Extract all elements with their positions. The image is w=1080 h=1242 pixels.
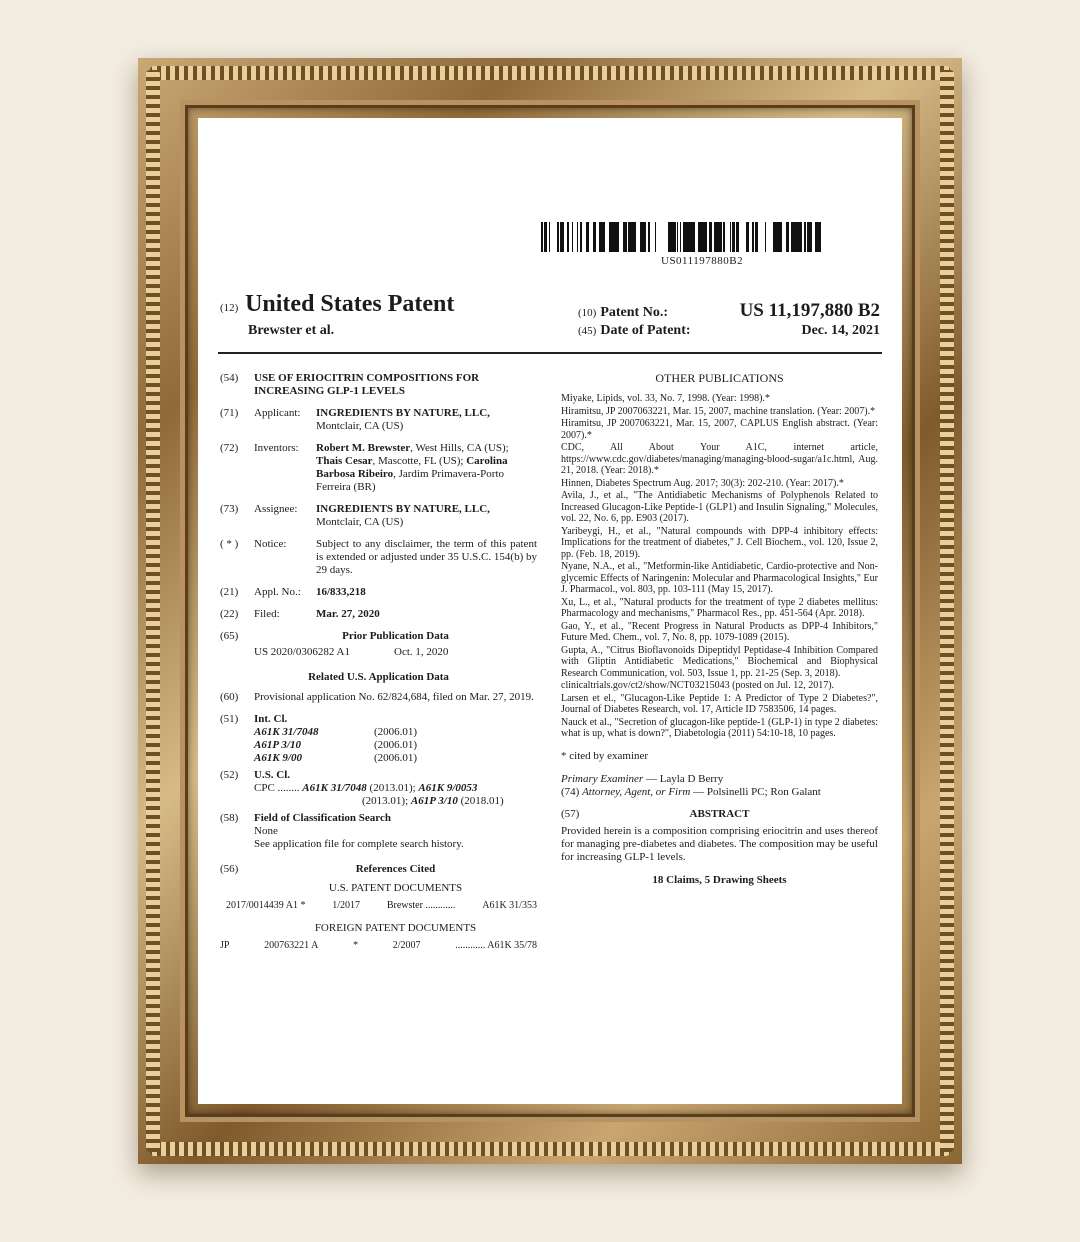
barcode-bar [799,222,802,252]
int-cl-block [254,713,537,765]
barcode-bar [687,222,688,252]
publication-entry: clinicaltrials.gov/ct2/show/NCT03215043 (posted on Jul. 12, 2017). [561,680,835,691]
barcode-bar [737,222,738,252]
barcode-bar [791,222,794,252]
applicant-location: Montclair, CA (US) [316,420,404,432]
barcode [541,222,821,252]
patent-type-heading [220,291,455,317]
barcode-bar [776,222,777,252]
publication-entry: Avila, J., et al., "The Antidiabetic Mechanisms of Polyphenols Related to Increased Glucagon-Like Peptide-1 (GLP1) and Insulin Signaling," Molecules, vol. 22, No. 6, pp. E903 (2017). [561,490,878,524]
barcode-bar [810,222,812,252]
foreign-patent-docs-heading: FOREIGN PATENT DOCUMENTS [314,922,477,934]
field-52-us-cl [220,769,537,808]
barcode-bar [557,222,559,252]
barcode-bar [700,222,703,252]
ref-class: ............ A61K 35/78 [455,940,537,951]
barcode-bar [640,222,643,252]
classification-search-note: See application file for complete search history. [254,838,464,850]
field-22-filed [220,608,537,621]
patent-number-block [578,300,880,342]
field-code: (72) [220,442,239,454]
field-54-title [220,372,537,398]
abstract-text: Provided herein is a composition comprising eriocitrin and uses thereof for managing pre-diabetes and diabetes. The composition may be useful for increasing GLP-1 levels. [561,824,878,863]
barcode-bar [719,222,722,252]
ref-date: 2/2007 [392,940,421,951]
cpc-code: A61K 31/7048 [302,782,367,794]
barcode-bar [623,222,626,252]
publication-entry: Larsen et el., "Glucagon-Like Peptide 1: A Predictor of Type 2 Diabetes?", Journal of Diabetes Research, vol. 17, Article ID 7583506, 14 pages. [561,692,878,715]
related-application-heading: Related U.S. Application Data [308,671,449,683]
field-label: Appl. No.: [254,586,301,598]
field-label: Applicant: [254,407,301,419]
patent-title: United States Patent [245,291,455,317]
cpc-year: (2013.01); [362,795,411,807]
barcode-bar [580,222,581,252]
barcode-bar [655,222,656,252]
patent-date: Dec. 14, 2021 [801,323,880,338]
field-21-appl-no [220,586,537,599]
barcode-bar [780,222,782,252]
field-label: Filed: [254,608,280,620]
patent-number-label: Patent No.: [600,305,668,320]
publication-entry: Hinnen, Diabetes Spectrum Aug. 2017; 30(3): 202-210. (Year: 2017).* [561,477,844,489]
barcode-bar [613,222,616,252]
field-code: (21) [220,586,239,598]
inventor-name: Thais Cesar [316,455,373,467]
applicant-name: INGREDIENTS BY NATURE, LLC, [316,407,490,419]
int-cl-year: (2006.01) [374,752,418,764]
barcode-bar [736,222,737,252]
field-code: (56) [220,863,239,875]
barcode-bar [765,222,766,252]
prior-publication-date: Oct. 1, 2020 [394,646,449,658]
cpc-year: (2018.01) [457,795,504,807]
assignee-value [316,503,537,529]
int-cl-year: (2006.01) [374,739,418,751]
barcode-bar [668,222,669,252]
frame-bead-right [940,70,954,1152]
barcode-bar [669,222,671,252]
int-cl-row [254,752,537,765]
field-code: (60) [220,691,239,703]
barcode-bar [756,222,758,252]
barcode-bar [807,222,810,252]
barcode-bar [723,222,725,252]
barcode-bar [683,222,685,252]
barcode-bar [631,222,633,252]
prior-publication-number: US 2020/0306282 A1 [254,646,350,658]
cpc-code: A61P 3/10 [410,795,458,807]
barcode-bar [560,222,563,252]
filing-date: Mar. 27, 2020 [316,608,380,620]
barcode-bar [648,222,650,252]
inventor-name: Carolina Barbosa Ribeiro [316,455,508,480]
field-label: Assignee: [254,503,298,515]
barcode-bar [616,222,619,252]
abstract-heading-row [561,808,878,821]
field-51-int-cl [220,713,537,765]
field-71-applicant [220,407,537,433]
barcode-bar [609,222,610,252]
field-code: (58) [220,812,239,824]
barcode-bar [630,222,631,252]
barcode-bar [698,222,700,252]
field-code: (71) [220,407,239,419]
inventor-location: , Jardim Primavera-Porto Ferreira (BR) [316,468,505,493]
field-60-provisional [220,691,537,704]
barcode-bar [688,222,690,252]
inventor-location: , West Hills, CA (US); [410,442,509,454]
int-cl-code: A61K 31/7048 [254,726,319,738]
inventors-short: Brewster et al. [248,323,335,338]
frame-bead-top [150,66,950,80]
barcode-bar [685,222,687,252]
attorney-label: Attorney, Agent, or Firm [582,785,691,798]
barcode-bar [817,222,820,252]
abstract-heading: ABSTRACT [689,807,750,820]
field-code: (51) [220,713,239,725]
primary-examiner [561,773,878,786]
field-notice [220,538,537,577]
barcode-bar [567,222,569,252]
picture-frame [138,58,962,1164]
barcode-bar [794,222,797,252]
barcode-bar [773,222,776,252]
header-rule [218,352,882,354]
barcode-bar [738,222,739,252]
examiner-name: — Layla D Berry [643,772,724,785]
barcode-bar [593,222,596,252]
field-code: (73) [220,503,239,515]
us-cl-heading: U.S. Cl. [254,769,291,781]
field-code-10: (10) [578,307,597,319]
barcode-bar [815,222,817,252]
ref-number: 2017/0014439 A1 * [226,900,306,911]
publications-column [561,372,878,887]
other-publications-heading: OTHER PUBLICATIONS [655,371,784,385]
barcode-bar [804,222,806,252]
publication-entry: Nyane, N.A., et al., "Metformin-like Antidiabetic, Cardio-protective and Non-glycemic Effects of Naringenin: Molecular and Pharmacological Insights," Eur J. Pharmacol., vol. 803, pp. 103-111 (May 15, 2017). [561,561,878,595]
barcode-bar [820,222,821,252]
barcode-bar [603,222,605,252]
publication-entry: Hiramitsu, JP 2007063221, Mar. 15, 2007, CAPLUS English abstract. (Year: 2007).* [561,418,878,441]
cpc-code: A61K 9/0053 [418,782,478,794]
field-code-45: (45) [578,325,597,337]
ref-date: 1/2017 [332,900,361,911]
attorney [561,786,878,799]
barcode-bar [645,222,646,252]
publication-entry: Gupta, A., "Citrus Bioflavonoids Dipeptidyl Peptidase-4 Inhibition Compared with Gliptin Antidiabetic Medications," Biochemical and Biophysical Research Communication, vol. 503, Issue 1, pp. 21-25 (Sep. 3, 2018). [561,644,878,679]
frame-bead-left [146,70,160,1152]
int-cl-heading: Int. Cl. [254,713,288,725]
barcode-bar [586,222,589,252]
examiner-label: Primary Examiner [561,772,644,785]
field-label: Notice: [254,538,287,550]
barcode-bar [730,222,731,252]
barcode-bar [610,222,613,252]
barcode-bar [752,222,754,252]
application-number: 16/833,218 [316,586,366,598]
field-code: ( * ) [220,538,239,550]
barcode-bar [797,222,798,252]
bibliographic-column [220,372,537,962]
ref-number: 200763221 A [264,940,319,951]
barcode-bar [787,222,789,252]
ref-name: Brewster ............ [386,900,456,911]
barcode-bar [635,222,636,252]
patent-number-row [578,300,880,321]
publication-entry: Hiramitsu, JP 2007063221, Mar. 15, 2007, machine translation. (Year: 2007).* [561,405,876,417]
cpc-year: (2013.01); [366,782,419,794]
assignee-location: Montclair, CA (US) [316,516,404,528]
barcode-bar [703,222,705,252]
barcode-bar [541,222,543,252]
barcode-bar [732,222,735,252]
publication-entry: Nauck et al., "Secretion of glucagon-like peptide-1 (GLP-1) in type 2 diabetes: what is up, what is down?", Diabetologia (2011) 54:10-18, 10 pages. [561,716,878,739]
barcode-bar [755,222,756,252]
classification-search-heading: Field of Classification Search [254,812,391,824]
barcode-bar [544,222,546,252]
ref-class: A61K 31/353 [482,900,537,911]
abstract-code: (57) [561,807,580,820]
classification-search-none: None [254,825,278,837]
field-code: (22) [220,608,239,620]
publication-entry: CDC, All About Your A1C, internet article, https://www.cdc.gov/diabetes/managing/managing-blood-sugar/a1c.html, Aug. 21, 2018. (Year: 2018).* [561,442,878,476]
prior-publication-heading: Prior Publication Data [342,630,449,642]
publication-entry: Yaribeygi, H., et al., "Natural compounds with DPP-4 inhibitory effects: Implications for the treatment of diabetes," J. Cell Biochem., vol. 120, Issue 2, pp. (Feb. 18, 2019). [561,525,878,560]
publication-entry: Xu, L., et al., "Natural products for the treatment of type 2 diabetes mellitus: Pharmacology and mechanisms," Pharmacol Res., pp. 451-564 (Apr. 2018). [561,596,878,619]
field-code-12: (12) [220,302,239,314]
barcode-bar [671,222,673,252]
field-code: (65) [220,630,239,642]
barcode-bar [628,222,630,252]
int-cl-code: A61K 9/00 [254,752,302,764]
barcode-bar [677,222,678,252]
barcode-bar [626,222,627,252]
frame-bead-bottom [150,1142,950,1156]
publication-entry: Gao, Y., et al., "Recent Progress in Natural Products as DPP-4 Inhibitors," Future Med. Chem., vol. 7, No. 8, pp. 1079-1089 (2015). [561,620,878,643]
barcode-bar [777,222,780,252]
barcode-bar [717,222,719,252]
references-heading: References Cited [355,863,436,875]
invention-title: USE OF ERIOCITRIN COMPOSITIONS FOR INCREASING GLP-1 LEVELS [254,372,480,397]
us-patent-doc-row [226,899,537,912]
publication-entry: Miyake, Lipids, vol. 33, No. 7, 1998. (Year: 1998).* [561,393,770,404]
ref-country: JP [220,940,230,951]
int-cl-year: (2006.01) [374,726,418,738]
classification-search-block [254,812,537,851]
prior-publication-row [254,646,537,659]
barcode-bar [599,222,601,252]
barcode-bar [643,222,645,252]
ref-star: * [353,940,359,951]
patent-date-row [578,324,880,338]
barcode-bar [581,222,582,252]
barcode-bar [680,222,681,252]
field-58-classification-search [220,812,537,851]
field-72-inventors [220,442,537,494]
inventors-value [316,442,537,494]
notice-text: Subject to any disclaimer, the term of this patent is extended or adjusted under 35 U.S.C. 154(b) by 29 days. [316,538,537,576]
patent-number: US 11,197,880 B2 [739,300,880,321]
int-cl-row [254,726,537,739]
barcode-number: US011197880B2 [661,255,744,267]
inventor-location: , Mascotte, FL (US); [372,455,467,467]
barcode-bar [714,222,717,252]
int-cl-row [254,739,537,752]
barcode-bar [563,222,564,252]
applicant-value [316,407,537,433]
barcode-bar [786,222,787,252]
patent-date-label: Date of Patent: [600,323,691,338]
claims-summary: 18 Claims, 5 Drawing Sheets [652,873,787,886]
int-cl-code: A61P 3/10 [254,739,301,751]
inventor-name: Robert M. Brewster [316,442,411,454]
foreign-patent-doc-row [220,939,537,952]
cited-by-examiner: * cited by examiner [561,749,649,762]
field-56-references [220,863,537,876]
barcode-bar [690,222,693,252]
field-73-assignee [220,503,537,529]
barcode-bar [577,222,578,252]
provisional-text: Provisional application No. 62/824,684, filed on Mar. 27, 2019. [254,691,534,703]
barcode-bar [693,222,695,252]
barcode-bar [709,222,712,252]
attorney-code: (74) [561,785,583,798]
barcode-bar [633,222,635,252]
barcode-bar [746,222,749,252]
patent-document [198,118,902,1104]
attorney-name: — Polsinelli PC; Ron Galant [690,785,821,798]
barcode-bar [798,222,799,252]
us-cl-block [254,769,537,808]
barcode-bar [546,222,547,252]
assignee-name: INGREDIENTS BY NATURE, LLC, [316,503,490,515]
field-code: (52) [220,769,239,781]
barcode-bar [705,222,707,252]
field-label: Inventors: [254,442,299,454]
cpc-label: CPC ........ [254,782,300,794]
other-publications-list [561,393,878,740]
field-65-prior-publication [220,630,537,643]
barcode-bar [549,222,550,252]
barcode-bar [673,222,676,252]
barcode-bar [601,222,603,252]
barcode-bar [572,222,573,252]
us-patent-docs-heading: U.S. PATENT DOCUMENTS [328,882,463,894]
field-code: (54) [220,372,239,384]
